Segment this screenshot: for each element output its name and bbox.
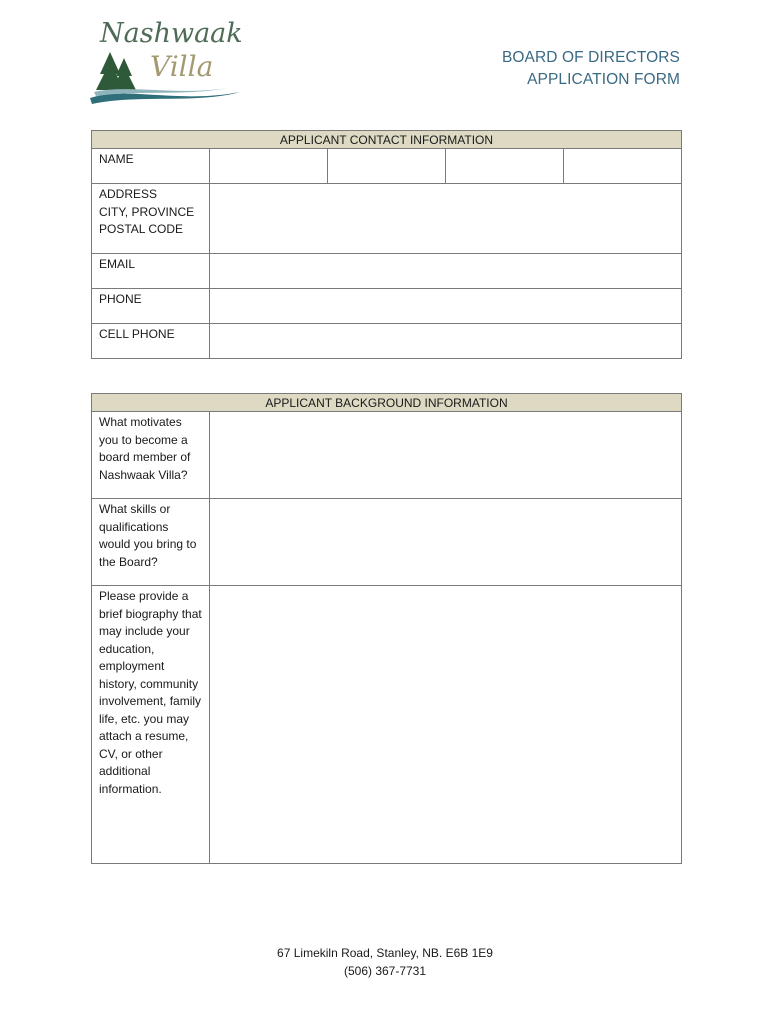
logo-text-villa: Villa	[150, 50, 214, 83]
phone-field[interactable]	[210, 289, 682, 324]
background-information-table	[91, 393, 682, 864]
cell-phone-field[interactable]	[210, 324, 682, 359]
skills-answer-field[interactable]	[210, 499, 682, 586]
skills-question: What skills or qualifications would you bring to the Board?	[92, 499, 210, 586]
contact-information-table	[91, 130, 682, 359]
footer-phone: (506) 367-7731	[343, 964, 427, 978]
biography-question: Please provide a brief biography that may include your education, employment history, community involvement, family life, etc. you may attach a resume, CV, or other additional information.	[92, 586, 210, 864]
email-label: EMAIL	[92, 254, 210, 289]
background-section-heading: APPLICANT BACKGROUND INFORMATION	[92, 394, 682, 412]
name-field-2[interactable]	[328, 149, 446, 184]
logo-text-nashwaak: Nashwaak	[100, 18, 243, 49]
footer-address: 67 Limekiln Road, Stanley, NB. E6B 1E9	[277, 946, 493, 960]
name-label: NAME	[92, 149, 210, 184]
address-field[interactable]	[210, 184, 682, 254]
motivation-question: What motivates you to become a board member of Nashwaak Villa?	[92, 412, 210, 499]
footer	[0, 944, 770, 980]
cell-phone-label: CELL PHONE	[92, 324, 210, 359]
email-field[interactable]	[210, 254, 682, 289]
phone-label: PHONE	[92, 289, 210, 324]
title-line-1: BOARD OF DIRECTORS	[501, 49, 680, 66]
address-label: ADDRESS CITY, PROVINCE POSTAL CODE	[92, 184, 210, 254]
form-title	[502, 47, 680, 91]
title-line-2: APPLICATION FORM	[527, 71, 680, 88]
biography-answer-field[interactable]	[210, 586, 682, 864]
contact-section-heading: APPLICANT CONTACT INFORMATION	[92, 131, 682, 149]
nashwaak-villa-logo	[88, 12, 248, 108]
name-field-1[interactable]	[210, 149, 328, 184]
motivation-answer-field[interactable]	[210, 412, 682, 499]
name-field-4[interactable]	[564, 149, 682, 184]
name-field-3[interactable]	[446, 149, 564, 184]
